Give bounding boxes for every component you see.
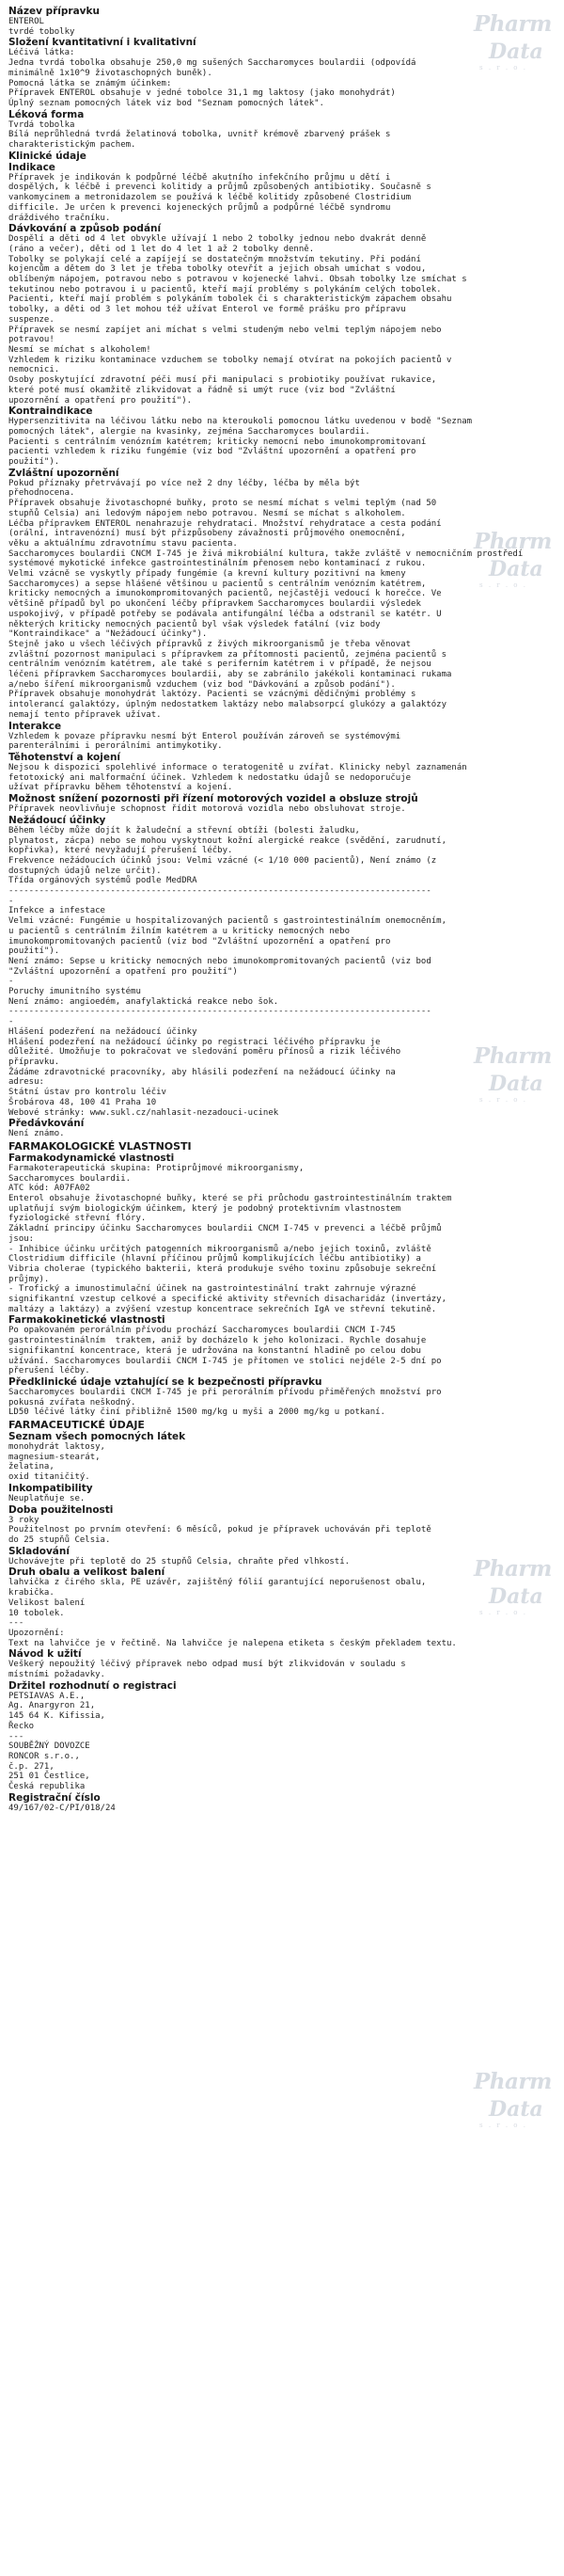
text-line: většině případů byl po ukončení léčby přípravkem Saccharomyces boulardii výsledek (8, 599, 421, 610)
text-line: ----------------------------------------------------------------------------------- (8, 886, 431, 897)
text-line: tvrdé tobolky (8, 26, 75, 37)
section-heading: Farmakokinetické vlastnosti (8, 1314, 165, 1327)
text-line: Saccharomyces boulardii. (8, 1173, 132, 1184)
text-line: centrálním venózním katétrem, ale také s periferním katétrem i v případě, že nejsou (8, 660, 431, 670)
text-line: "Kontraindikace" a "Nežádoucí účinky"). (8, 629, 208, 640)
text-line: Tobolky se polykají celé a zapíjejí se dostatečným množstvím tekutiny. Při podání (8, 254, 421, 264)
text-line: Velmi vzácně se vyskytly případy fungémie (a krevní kultury pozitivní na kmeny (8, 569, 406, 580)
text-line: Během léčby může dojít k žaludeční a střevní obtíži (bolesti žaludku, (8, 825, 360, 835)
watermark-logo: Pharm Data s . r . o . (474, 1043, 552, 1104)
text-line: Saccharomyces boulardii CNCM I-745 je při perorálním přívodu přiměřených množství pro (8, 1387, 442, 1397)
watermark-logo: Pharm Data s . r . o . (474, 1556, 552, 1616)
text-line: Léčivá látka: (8, 48, 75, 58)
text-line: fetotoxický ani malformační účinek. Vzhledem k nedostatku údajů se nedoporučuje (8, 772, 412, 783)
text-line: difficile. Je určen k prevenci kojeneckých průjmů a podpůrné léčbě syndromu (8, 202, 391, 213)
text-line: vankomycinem a metronidazolem se používá k léčbě kolitidy způsobené Clostridium (8, 193, 412, 203)
text-line: Přípravek je indikován k podpůrné léčbě akutního infekčního průjmu u dětí i (8, 172, 391, 183)
text-line: Šrobárova 48, 100 41 Praha 10 (8, 1097, 157, 1107)
text-line: které poté musí okamžitě zlikvidovat a řádně si umýt ruce (viz bod "Zvláštní (8, 385, 396, 395)
text-line: Není známo: angioedém, anafylaktická reakce nebo šok. (8, 996, 279, 1007)
text-line: dostupných údajů nelze určit). (8, 866, 162, 876)
text-line: Pacienti s centrálním venózním katétrem; kriticky nemocní nebo imunokompromitovaní (8, 437, 427, 447)
text-line: Veškerý nepoužitý léčivý přípravek nebo odpad musí být zlikvidován v souladu s (8, 1660, 406, 1670)
text-line: Text na lahvičce je v řečtině. Na lahvičce je nalepena etiketa s českým překladem textu. (8, 1638, 457, 1648)
text-line: - (8, 1017, 14, 1027)
section-heading: Skladování (8, 1545, 70, 1557)
text-line: plynatost, zácpa) nebo se mohou vyskytnout kožní alergické reakce (svědění, zarudnutí, (8, 835, 446, 846)
text-line: věku a aktuálnímu zdravotnímu stavu pacienta. (8, 538, 238, 549)
text-line: Léčba přípravkem ENTEROL nenahrazuje rehydrataci. Množství rehydratace a cesta podání (8, 518, 442, 529)
section-heading: Léková forma (8, 108, 85, 120)
text-line: "Zvláštní upozornění a opatření pro použití") (8, 966, 238, 977)
text-line: Vzhledem k riziku kontaminace vzduchem se tobolky nemají otvírat na pokojích pacientů v (8, 355, 452, 365)
text-line: Enterol obsahuje životaschopné buňky, které se při průchodu gastrointestinálním traktem (8, 1194, 452, 1204)
text-line: Vzhledem k povaze přípravku nesmí být Enterol používán zároveň se systémovými (8, 731, 401, 741)
text-line: Uchovávejte při teplotě do 25 stupňů Celsia, chraňte před vlhkostí. (8, 1556, 351, 1566)
text-line: léčeni přípravkem Saccharomyces boulardii, aby se zabránilo jakékoli kontaminaci rukama (8, 670, 452, 680)
section-heading: Těhotenství a kojení (8, 752, 121, 763)
text-line: Česká republika (8, 1782, 86, 1792)
text-line: - (8, 896, 14, 906)
text-line: oxid titaničitý. (8, 1472, 90, 1483)
section-heading: Doba použitelnosti (8, 1503, 114, 1516)
text-line: Pacienti, kteří mají problém s polykáním tobolek či s charakteristickým zápachem obsahu (8, 294, 452, 305)
text-line: pomocných látek", alergie na kvasinky, zejména Saccharomyces boulardii. (8, 426, 370, 437)
text-line: Není známo. (8, 1129, 65, 1139)
text-line: gastrointestinálním traktem, aniž by docházelo k jeho kolonizaci. Rychle dosahuje (8, 1336, 427, 1346)
text-line: Stejně jako u všech léčivých přípravků z živých mikroorganismů je třeba věnovat (8, 639, 412, 649)
text-line: Třída orgánových systémů podle MedDRA (8, 876, 197, 886)
text-line: Saccharomyces boulardii CNCM I-745 je živá mikrobiální kultura, takže zvláště v nemocničním prostředí (8, 549, 524, 559)
text-line: nemocnici. (8, 365, 60, 375)
text-line: použití"). (8, 946, 60, 957)
text-line: - (8, 977, 14, 987)
text-line: místními požadavky. (8, 1670, 105, 1680)
text-line: ENTEROL (8, 17, 44, 26)
text-line: LD50 léčivé látky činí přibližně 1500 mg/kg u myši a 2000 mg/kg u potkaní. (8, 1407, 385, 1418)
text-line: lahvička z čirého skla, PE uzávěr, zajištěný fólií garantující neporušenost obalu, (8, 1578, 427, 1588)
section-heading: Inkompatibility (8, 1482, 93, 1494)
text-line: pacienti vzhledem k riziku fungémie (viz bod "Zvláštní upozornění a opatření pro (8, 447, 416, 457)
text-line: parenterálními i perorálními antimykotiky. (8, 741, 223, 752)
text-line: Pomocná látka se známým účinkem: (8, 78, 172, 88)
text-line: jsou: (8, 1233, 35, 1244)
text-line: stupňů Celsia) ani ledovým nápojem nebo potravou. Nesmí se míchat s alkoholem. (8, 508, 406, 518)
section-heading: Zvláštní upozornění (8, 467, 119, 479)
text-line: Základní principy účinku Saccharomyces boulardii CNCM I-745 v prevenci a léčbě průjmů (8, 1224, 442, 1234)
section-heading: Předávkování (8, 1118, 85, 1130)
text-line: --- (8, 1731, 24, 1741)
text-line: signifikantní koncentrace, která je udržována na konstantní hladině po celou dobu (8, 1345, 421, 1356)
text-line: kopřivka), které nevyžadují přerušení léčby. (8, 846, 233, 856)
text-line: (ráno a večer), děti od 1 let do 4 let 1 až 2 tobolky denně. (8, 244, 315, 254)
text-line: Hlášení podezření na nežádoucí účinky (8, 1026, 197, 1037)
text-line: uplatňují svým biologickým účinkem, který je podobný protektivním vlastnostem (8, 1203, 401, 1214)
text-line: Upozornění: (8, 1628, 65, 1638)
text-line: Pokud příznaky přetrvávají po více než 2 dny léčby, léčba by měla být (8, 478, 360, 488)
text-line: suspenze. (8, 314, 55, 325)
text-line: SOUBĚŽNÝ DOVOZCE (8, 1741, 90, 1752)
text-line: želatina, (8, 1462, 55, 1472)
section-heading: Nežádoucí účinky (8, 814, 106, 826)
text-line: adresu: (8, 1077, 44, 1088)
text-line: monohydrát laktosy, (8, 1442, 105, 1453)
text-line: imunokompromitovaných pacientů (viz bod "Zvláštní upozornění a opatření pro (8, 936, 391, 946)
text-line: Infekce a infestace (8, 906, 105, 916)
text-line: Poruchy imunitního systému (8, 987, 141, 997)
text-line: ----------------------------------------------------------------------------------- (8, 1007, 431, 1017)
text-line: přehodnocena. (8, 488, 75, 499)
text-line: - Trofický a imunostimulační účinek na gastrointestinální trakt zahrnuje výrazné (8, 1284, 416, 1295)
text-line: Úplný seznam pomocných látek viz bod "Seznam pomocných látek". (8, 98, 324, 108)
text-line: minimálně 1x10^9 životaschopných buněk). (8, 68, 212, 78)
text-line: u pacientů s centrálním žilním katétrem a u kriticky nemocných nebo (8, 926, 351, 936)
text-line: tobolky, a děti od 3 let mohou též užívat Enterol ve formě prášku pro přípravu (8, 305, 406, 315)
text-line: užívání. Saccharomyces boulardii CNCM I-745 je přítomen ve stolici nejdéle 2-5 dní po (8, 1356, 442, 1366)
text-line: Přípravek ENTEROL obsahuje v jedné tobolce 31,1 mg laktosy (jako monohydrát) (8, 88, 396, 99)
text-line: Nejsou k dispozici spolehlivé informace o teratogenitě u zvířat. Klinicky nebyl zaznamenán (8, 763, 467, 772)
text-line: 10 tobolek. (8, 1608, 65, 1618)
text-line: krabička. (8, 1588, 55, 1598)
text-line: kojencům a dětem do 3 let je třeba tobolky otevřít a jejich obsah umíchat s vodou, (8, 264, 427, 275)
text-line: charakteristickým pachem. (8, 140, 136, 151)
text-line: Tvrdá tobolka (8, 119, 75, 130)
text-line: Neuplatňuje se. (8, 1493, 86, 1503)
text-line: kriticky nemocných a imunokompromitovaných pacientů, nejčastěji vedoucí k horečce. Ve (8, 589, 442, 599)
text-line: signifikantní vzestup celkové a specifické aktivity střevních disacharidáz (invertázy, (8, 1295, 446, 1305)
text-line: Žádáme zdravotnické pracovníky, aby hlásili podezření na nežádoucí účinky na (8, 1067, 396, 1077)
section-heading: Návod k užití (8, 1648, 82, 1661)
text-line: Přípravek obsahuje monohydrát laktózy. Pacienti se vzácnými dědičnými problémy s (8, 690, 416, 700)
watermark-logo: Pharm Data s . r . o . (474, 529, 552, 589)
text-line: přerušení léčby. (8, 1366, 90, 1376)
text-line: uspokojivý, v případě potřeby se podávala antifungální léčba a odstranil se katétr. U (8, 609, 442, 619)
section-heading: Farmakodynamické vlastnosti (8, 1152, 175, 1164)
text-line: tekutinou nebo potravou i u pacientů, kteří mají problémy s polykáním celých tobolek. (8, 284, 442, 294)
section-heading: Indikace (8, 161, 55, 173)
text-line: oblíbeným nápojem, potravou nebo s potravou v kojenecké lahvi. Obsah tobolky lze smíchat s (8, 275, 467, 285)
text-line: Saccharomyces) a sepse hlášené většinou u pacientů s centrálním venózním katétrem, (8, 579, 427, 589)
text-line: Clostridium difficile (hlavní příčinou průjmů komplikujících léčbu antibiotiky) a (8, 1254, 421, 1264)
text-line: Hypersenzitivita na léčivou látku nebo na kteroukoli pomocnou látku uvedenou v bodě "Seznam (8, 417, 473, 427)
text-line: 251 01 Čestlice, (8, 1772, 90, 1782)
section-heading: Druh obalu a velikost balení (8, 1566, 165, 1579)
text-line: Osoby poskytující zdravotní péči musí při manipulaci s probiotiky používat rukavice, (8, 375, 437, 386)
text-line: Hlášení podezření na nežádoucí účinky po registraci léčivého přípravku je (8, 1037, 381, 1047)
text-line: do 25 stupňů Celsia. (8, 1535, 111, 1545)
text-line: (orální, intravenózní) musí být přizpůsobeny závažnosti průjmového onemocnění, (8, 529, 406, 539)
text-line: dospělých, k léčbě i prevenci kolitidy a průjmů způsobených antibiotiky. Současně s (8, 183, 431, 193)
text-line: Řecko (8, 1721, 35, 1731)
text-line: maltázy a laktázy) a zvýšení vzestup koncentrace sekrečních IgA ve střevní tekutině. (8, 1304, 437, 1314)
text-line: fyziologické střevní flóry. (8, 1214, 147, 1224)
text-line: a/nebo šíření mikroorganismů vzduchem (viz bod "Dávkování a způsob podání"). (8, 679, 396, 690)
text-line: Velmi vzácné: Fungémie u hospitalizovaných pacientů s gastrointestinálním onemocněním, (8, 916, 446, 927)
text-line: Přípravek neovlivňuje schopnost řídit motorová vozidla nebo obsluhovat stroje. (8, 804, 406, 815)
text-line: dráždivého tračníku. (8, 213, 111, 223)
section-heading: Možnost snížení pozornosti při řízení motorových vozidel a obsluze strojů (8, 793, 418, 805)
text-line: potravou! (8, 335, 55, 345)
text-line: 3 roky (8, 1515, 39, 1525)
text-line: ATC kód: A07FA02 (8, 1184, 90, 1194)
section-heading: Registrační číslo (8, 1791, 101, 1804)
text-line: systémové mykotické infekce gastrointestinálním přenosem nebo kontaminací z rukou. (8, 559, 427, 569)
text-line: 145 64 K. Kifissia, (8, 1711, 105, 1722)
section-heading: Klinické údaje (8, 150, 86, 162)
text-line: Farmakoterapeutická skupina: Protiprůjmové mikroorganismy, (8, 1163, 305, 1173)
text-line: č.p. 271, (8, 1761, 55, 1772)
text-line: --- (8, 1618, 24, 1629)
watermark-logo: Pharm Data s . r . o . (474, 11, 552, 72)
text-line: Webové stránky: www.sukl.cz/nahlasit-nezadouci-ucinek (8, 1107, 279, 1118)
text-line: upozornění a opatření pro použití"). (8, 395, 193, 405)
text-line: RONCOR s.r.o., (8, 1751, 80, 1761)
text-line: Bílá neprůhledná tvrdá želatinová tobolka, uvnitř krémově zbarvený prášek s (8, 130, 391, 140)
watermark-logo: Pharm Data s . r . o . (474, 2069, 552, 2129)
text-line: některých kriticky nemocných pacientů byl však výsledek fatální (viz body (8, 619, 381, 629)
text-line: zvláštní pozornost manipulaci s přípravkem za přítomnosti pacientů, zejména pacientů s (8, 649, 446, 660)
text-line: Dospělí a děti od 4 let obvykle užívají 1 nebo 2 tobolky jednou nebo dvakrát denně (8, 234, 427, 245)
text-line: magnesium-stearát, (8, 1452, 101, 1462)
section-heading: Interakce (8, 720, 62, 732)
section-heading: Dávkování a způsob podání (8, 223, 162, 235)
text-line: intolerancí galaktózy, úplným nedostatkem laktázy nebo malabsorpcí glukózy a galaktózy (8, 700, 446, 710)
text-line: pokusná zvířata neškodný. (8, 1397, 136, 1407)
text-line: 49/167/02-C/PI/018/24 (8, 1803, 116, 1813)
text-line: Státní ústav pro kontrolu léčiv (8, 1088, 166, 1098)
chapter-heading: FARMACEUTICKÉ ÚDAJE (8, 1419, 145, 1432)
section-heading: Kontraindikace (8, 405, 93, 418)
text-line: PETSIAVAS A.E., (8, 1691, 86, 1701)
text-line: Není známo: Sepse u kriticky nemocných nebo imunokompromitovaných pacientů (viz bod (8, 956, 431, 966)
text-line: důležité. Umožňuje to pokračovat ve sledování poměru přínosů a rizik léčivého (8, 1047, 401, 1057)
text-line: Frekvence nežádoucích účinků jsou: Velmi vzácné (< 1/10 000 pacientů), Není známo (z (8, 855, 437, 866)
text-line: Použitelnost po prvním otevření: 6 měsíců, pokud je přípravek uchováván při teplotě (8, 1525, 431, 1535)
text-line: Ag. Anargyron 21, (8, 1701, 96, 1711)
text-line: Vibria cholerae (typického bakterii, která produkuje svého toxinu způsobuje sekreční (8, 1264, 437, 1274)
text-line: nemají tento přípravek užívat. (8, 709, 162, 720)
section-heading: Předklinické údaje vztahující se k bezpečnosti přípravku (8, 1375, 322, 1388)
text-line: Přípravek se nesmí zapíjet ani míchat s velmi studeným nebo velmi teplým nápojem nebo (8, 325, 442, 335)
chapter-heading: FARMAKOLOGICKÉ VLASTNOSTI (8, 1139, 192, 1153)
section-heading: Seznam všech pomocných látek (8, 1431, 186, 1443)
section-heading: Držitel rozhodnutí o registraci (8, 1679, 177, 1692)
text-line: - Inhibice účinku určitých patogenních mikroorganismů a/nebo jejich toxinů, zvláště (8, 1244, 431, 1254)
text-line: Jedna tvrdá tobolka obsahuje 250,0 mg sušených Saccharomyces boulardii (odpovídá (8, 58, 416, 69)
text-line: přípravku. (8, 1057, 60, 1067)
text-line: Přípravek obsahuje životaschopné buňky, proto se nesmí míchat s velmi teplým (nad 50 (8, 499, 437, 509)
text-line: použití"). (8, 457, 60, 468)
section-heading: Název přípravku (8, 6, 100, 17)
text-line: Po opakovaném perorálním přívodu prochází Saccharomyces boulardii CNCM I-745 (8, 1326, 396, 1336)
text-line: Nesmí se míchat s alkoholem! (8, 344, 151, 355)
text-line: průjmy). (8, 1274, 50, 1284)
section-heading: Složení kvantitativní i kvalitativní (8, 37, 196, 49)
text-line: užívat přípravku během těhotenství a kojení. (8, 783, 233, 793)
text-line: Velikost balení (8, 1598, 86, 1608)
